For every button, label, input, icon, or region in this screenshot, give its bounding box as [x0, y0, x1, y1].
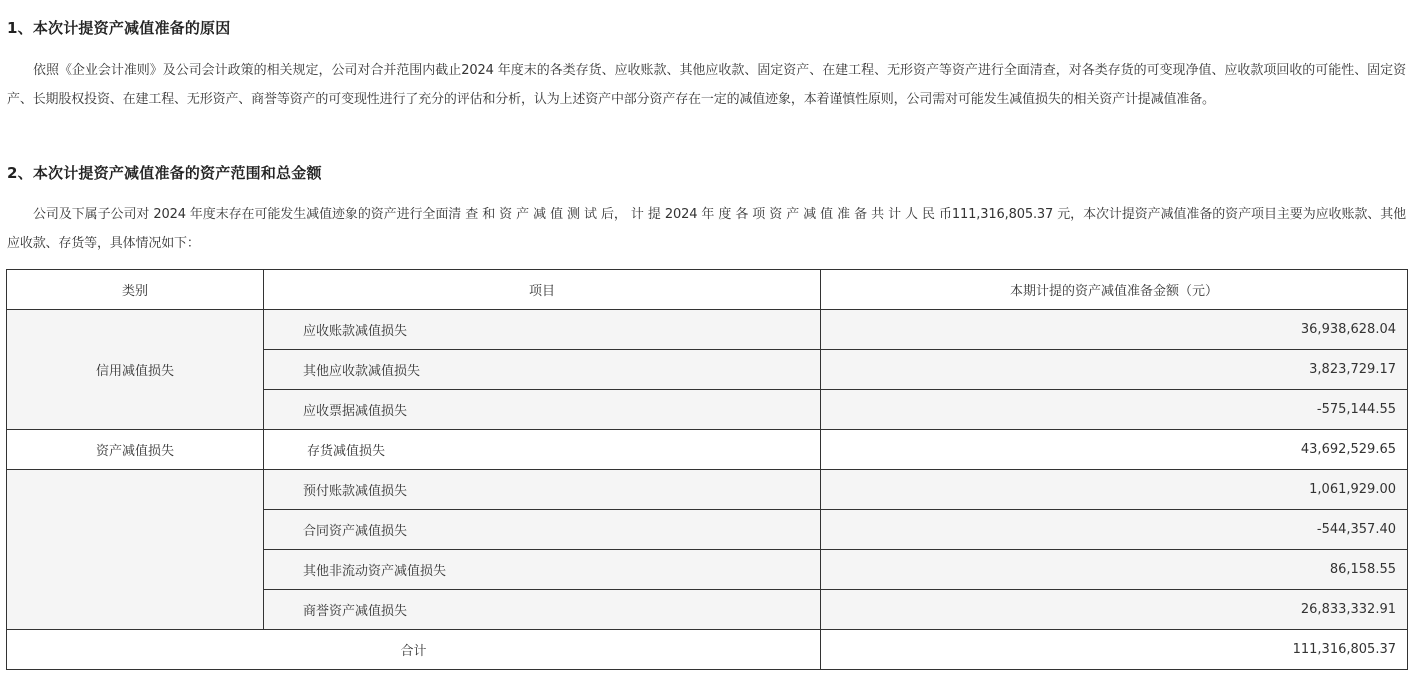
amount-cell: -544,357.40 [821, 510, 1408, 550]
table-row [7, 470, 1408, 510]
category-cell-credit: 信用减值损失 [7, 310, 264, 430]
section-1-paragraph: 依照《企业会计准则》及公司会计政策的相关规定，公司对合并范围内截止2024 年度末的各类存货、应收账款、其他应收款、固定资产、在建工程、无形资产等资产进行全面清查，对各类存货的可变现净值、应收款项回收的可能性、固定资产、长期股权投资、在建工程、无形资产、商誉等资产的可变现性进行了充分的评估和分析，认为上述资产中部分资产存在一定的减值迹象，本着谨慎性原则，公司需对可能发生减值损失的相关资产计提减值准备。 [7, 63, 1406, 107]
item-cell: 应收账款减值损失 [264, 310, 821, 350]
header-category: 类别 [7, 270, 264, 310]
header-amount: 本期计提的资产减值准备金额（元） [821, 270, 1408, 310]
impairment-table [6, 269, 1408, 670]
category-cell-asset: 资产减值损失 [7, 430, 264, 470]
table-row [7, 310, 1408, 350]
item-cell: 存货减值损失 [264, 430, 821, 470]
item-cell: 合同资产减值损失 [264, 510, 821, 550]
item-cell: 其他非流动资产减值损失 [264, 550, 821, 590]
total-amount: 111,316,805.37 [821, 630, 1408, 670]
section-2-paragraph: 公司及下属子公司对 2024 年度末存在可能发生减值迹象的资产进行全面清 查 和 资 产 减 值 测 试 后， 计 提 2024 年 度 各 项 资 产 减 值 准 备 共 计 人 民 币111,316,805.37 元，本次计提资产减值准备的资产项目主要为应收账款、其他应收款、存货等，具体情况如下： [7, 207, 1406, 251]
section-2-heading: 2、本次计提资产减值准备的资产范围和总金额 [7, 164, 322, 182]
section-1-heading: 1、本次计提资产减值准备的原因 [7, 19, 231, 37]
table-header-row [7, 270, 1408, 310]
item-cell: 预付账款减值损失 [264, 470, 821, 510]
total-label: 合计 [7, 630, 821, 670]
amount-cell: 86,158.55 [821, 550, 1408, 590]
table-total-row [7, 630, 1408, 670]
amount-cell: 26,833,332.91 [821, 590, 1408, 630]
amount-cell: -575,144.55 [821, 390, 1408, 430]
item-cell: 应收票据减值损失 [264, 390, 821, 430]
category-cell-blank [7, 470, 264, 630]
amount-cell: 36,938,628.04 [821, 310, 1408, 350]
header-item: 项目 [264, 270, 821, 310]
amount-cell: 1,061,929.00 [821, 470, 1408, 510]
amount-cell: 3,823,729.17 [821, 350, 1408, 390]
table-row [7, 430, 1408, 470]
item-cell: 其他应收款减值损失 [264, 350, 821, 390]
amount-cell: 43,692,529.65 [821, 430, 1408, 470]
item-cell: 商誉资产减值损失 [264, 590, 821, 630]
